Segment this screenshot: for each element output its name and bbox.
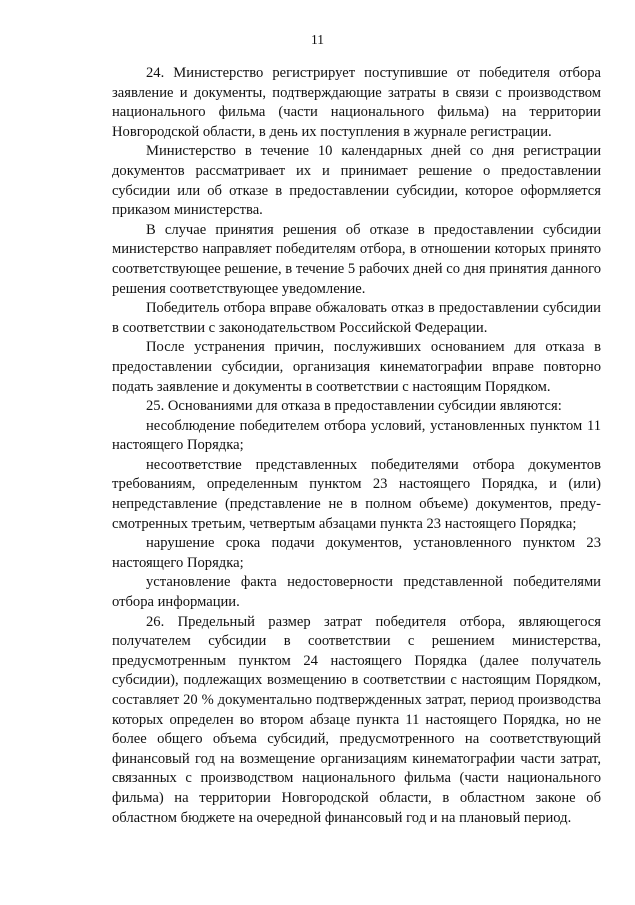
paragraph-24-registration: 24. Министерство регистрирует поступившие от победителя отбора заявление и документы, подтверждающие затраты в связи с производством национального фильма (части национального фильма) на территории Новгородской области, в день их поступления в журнале регистрации. [112, 65, 601, 140]
list-item-false-information: установление факта недостоверности представленной победителями отбора информации. [112, 574, 601, 611]
list-item-nonconformity: несоответствие представленных победителями отбора документов требованиям, определенным пунктом 23 настоящего Порядка, и (или) непредставление (представление не в полном объеме) документов, предусмотренных третьим, четвертым абзацами пункта 23 настоящего Порядка; [112, 456, 601, 532]
paragraph-26-max-costs: 26. Предельный размер затрат победителя отбора, являющегося получателем субсидии в соответствии с решением министерства, предусмотренным пунктом 24 настоящего Порядка (далее получатель субсидии), подлежащих возмещению в соответствии с настоящим Порядком, составляет 20 % документально подтвержденных затрат, период производства которых определен во втором абзаце пункта 11 настоящего Порядка, но не более общего объема субсидий, предусмотренного на соответствующий финансовый год на возмещение организациям кинематографии части затрат, связанных с производством национального фильма (части национального фильма) на территории Новгородской области, в областном законе об областном бюджете на очередной финансовый год и на плановый период. [112, 613, 601, 826]
document-body [112, 64, 601, 828]
paragraph-review-decision: Министерство в течение 10 календарных дней со дня регистрации документов рассматривает их и принимает решение о предоставлении субсидии или об отказе в предоставлении субсидии, которое оформляется приказом министерства. [112, 143, 601, 219]
page-number: 11 [311, 32, 324, 47]
paragraph-refusal-notice: В случае принятия решения об отказе в предоставлении субсидии министерство направляет победителям отбора, в отношении которых принято соответствующее решение, в течение 5 рабочих дней со дня принятия данного решения соответствующее уведомление. [112, 221, 601, 297]
list-item-deadline-violation: нарушение срока подачи документов, установленного пунктом 23 настоящего Порядка; [112, 535, 601, 571]
paragraph-appeal-right: Победитель отбора вправе обжаловать отказ в предоставлении субсидии в соответствии с законодательством Российской Федерации. [112, 300, 601, 336]
list-item-noncompliance: несоблюдение победителем отбора условий, установленных пунктом 11 настоящего Порядка; [112, 417, 601, 454]
paragraph-resubmission: После устранения причин, послуживших основанием для отказа в предоставлении субсидии, организация кинематографии вправе повторно подать заявление и документы в соответствии с настоящим Порядком. [112, 339, 601, 395]
paragraph-25-refusal-grounds: 25. Основаниями для отказа в предоставлении субсидии являются: [146, 398, 562, 415]
